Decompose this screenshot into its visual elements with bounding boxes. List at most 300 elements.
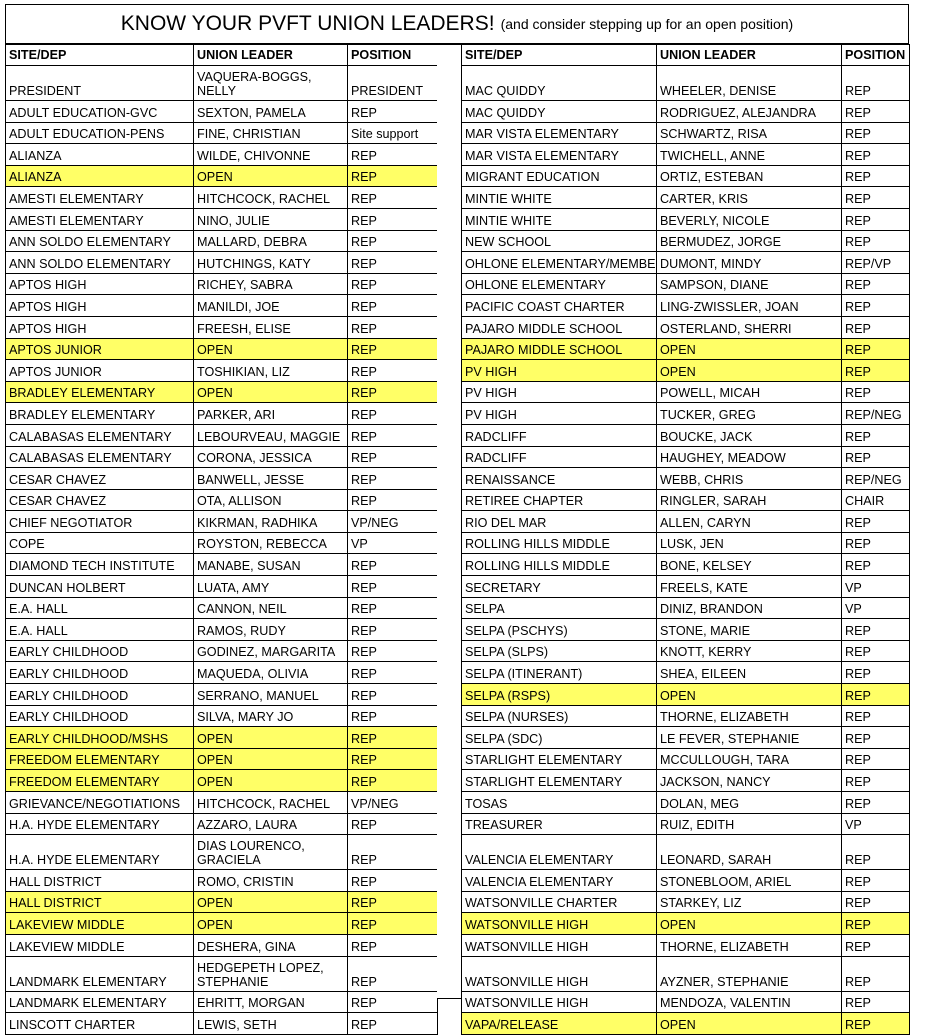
position-cell: REP — [842, 870, 910, 892]
leader-cell: JACKSON, NANCY — [657, 770, 842, 792]
table-row — [462, 144, 910, 166]
position-cell: REP — [842, 122, 910, 144]
site-cell: APTOS HIGH — [6, 316, 194, 338]
site-cell: OHLONE ELEMENTARY/MEMBE — [462, 252, 657, 274]
leader-cell: ORTIZ, ESTEBAN — [657, 165, 842, 187]
site-cell: EARLY CHILDHOOD — [6, 705, 194, 727]
position-cell: REP — [842, 705, 910, 727]
table-row — [462, 360, 910, 382]
position-cell: REP — [842, 424, 910, 446]
site-cell: ANN SOLDO ELEMENTARY — [6, 252, 194, 274]
table-row — [6, 511, 438, 533]
table-row — [6, 991, 438, 1013]
table-row — [6, 403, 438, 425]
table-row — [462, 230, 910, 252]
position-cell: REP — [348, 913, 438, 935]
site-cell: SELPA (SLPS) — [462, 640, 657, 662]
leader-cell: VAQUERA-BOGGS, NELLY — [194, 66, 348, 101]
position-cell: REP — [842, 792, 910, 814]
leader-cell: OTA, ALLISON — [194, 489, 348, 511]
site-cell: STARLIGHT ELEMENTARY — [462, 748, 657, 770]
table-row — [462, 991, 910, 1013]
leader-cell: POWELL, MICAH — [657, 381, 842, 403]
site-cell: VALENCIA ELEMENTARY — [462, 870, 657, 892]
table-row — [6, 381, 438, 403]
leader-cell: OPEN — [657, 338, 842, 360]
leader-cell: SERRANO, MANUEL — [194, 684, 348, 706]
site-cell: APTOS JUNIOR — [6, 360, 194, 382]
table-row — [6, 813, 438, 835]
position-cell: REP — [842, 511, 910, 533]
position-cell: VP/NEG — [348, 792, 438, 814]
leader-cell: STONE, MARIE — [657, 619, 842, 641]
leader-cell: KNOTT, KERRY — [657, 640, 842, 662]
table-row — [6, 165, 438, 187]
site-cell: VAPA/RELEASE — [462, 1013, 657, 1035]
table-row — [462, 489, 910, 511]
table-row — [6, 576, 438, 598]
position-cell: REP — [842, 165, 910, 187]
site-cell: H.A. HYDE ELEMENTARY — [6, 835, 194, 870]
site-cell: PAJARO MIDDLE SCHOOL — [462, 338, 657, 360]
site-cell: PRESIDENT — [6, 66, 194, 101]
position-cell: REP — [348, 338, 438, 360]
table-row — [462, 554, 910, 576]
table-row — [462, 252, 910, 274]
position-cell: REP — [348, 273, 438, 295]
table-row — [462, 511, 910, 533]
position-cell: REP — [348, 554, 438, 576]
site-cell: PAJARO MIDDLE SCHOOL — [462, 316, 657, 338]
leader-cell: BOUCKE, JACK — [657, 424, 842, 446]
table-row — [6, 532, 438, 554]
site-cell: PV HIGH — [462, 381, 657, 403]
table-row — [462, 576, 910, 598]
leader-cell: THORNE, ELIZABETH — [657, 705, 842, 727]
table-row — [6, 273, 438, 295]
header-leader: UNION LEADER — [194, 45, 348, 66]
leader-cell: OPEN — [194, 891, 348, 913]
leader-cell: DOLAN, MEG — [657, 792, 842, 814]
table-row — [6, 360, 438, 382]
position-cell: REP — [348, 295, 438, 317]
position-cell: REP — [348, 956, 438, 991]
table-row — [6, 446, 438, 468]
position-cell: REP — [842, 295, 910, 317]
site-cell: EARLY CHILDHOOD — [6, 640, 194, 662]
position-cell: CHAIR — [842, 489, 910, 511]
leader-cell: RINGLER, SARAH — [657, 489, 842, 511]
position-cell: REP — [348, 684, 438, 706]
header-position: POSITION — [842, 45, 910, 66]
table-row — [6, 748, 438, 770]
position-cell: REP — [842, 727, 910, 749]
table-row — [462, 748, 910, 770]
position-cell: REP — [348, 640, 438, 662]
site-cell: CHIEF NEGOTIATOR — [6, 511, 194, 533]
site-cell: CESAR CHAVEZ — [6, 489, 194, 511]
leader-cell: OPEN — [194, 338, 348, 360]
position-cell: REP — [842, 748, 910, 770]
table-row — [6, 295, 438, 317]
table-row — [462, 338, 910, 360]
header-leader: UNION LEADER — [657, 45, 842, 66]
leader-cell: ALLEN, CARYN — [657, 511, 842, 533]
leader-cell: HEDGEPETH LOPEZ, STEPHANIE — [194, 956, 348, 991]
table-row — [6, 101, 438, 123]
position-cell: REP — [348, 446, 438, 468]
site-cell: AMESTI ELEMENTARY — [6, 208, 194, 230]
position-cell: REP — [348, 144, 438, 166]
left-roster-table — [5, 44, 438, 1035]
site-cell: MAC QUIDDY — [462, 66, 657, 101]
table-row — [6, 640, 438, 662]
site-cell: WATSONVILLE HIGH — [462, 956, 657, 991]
table-row — [462, 446, 910, 468]
position-cell: REP — [348, 576, 438, 598]
site-cell: E.A. HALL — [6, 619, 194, 641]
position-cell: REP — [348, 360, 438, 382]
site-cell: LAKEVIEW MIDDLE — [6, 934, 194, 956]
site-cell: TOSAS — [462, 792, 657, 814]
position-cell: REP — [842, 934, 910, 956]
leader-cell: DINIZ, BRANDON — [657, 597, 842, 619]
position-cell: REP — [842, 208, 910, 230]
header-site: SITE/DEP — [462, 45, 657, 66]
table-row — [462, 913, 910, 935]
site-cell: DUNCAN HOLBERT — [6, 576, 194, 598]
site-cell: ADULT EDUCATION-PENS — [6, 122, 194, 144]
table-row — [462, 956, 910, 991]
leader-cell: DIAS LOURENCO, GRACIELA — [194, 835, 348, 870]
table-row — [462, 1013, 910, 1035]
site-cell: MAC QUIDDY — [462, 101, 657, 123]
table-row — [6, 144, 438, 166]
table-row — [462, 165, 910, 187]
site-cell: ALIANZA — [6, 165, 194, 187]
table-row — [6, 597, 438, 619]
site-cell: SELPA (SDC) — [462, 727, 657, 749]
site-cell: PV HIGH — [462, 360, 657, 382]
leader-cell: OPEN — [657, 360, 842, 382]
table-row — [462, 727, 910, 749]
site-cell: ADULT EDUCATION-GVC — [6, 101, 194, 123]
title-main: KNOW YOUR PVFT UNION LEADERS! — [120, 12, 495, 35]
site-cell: APTOS HIGH — [6, 273, 194, 295]
site-cell: AMESTI ELEMENTARY — [6, 187, 194, 209]
position-cell: REP/VP — [842, 252, 910, 274]
site-cell: SELPA (PSCHYS) — [462, 619, 657, 641]
table-row — [462, 273, 910, 295]
site-cell: MINTIE WHITE — [462, 208, 657, 230]
table-row — [6, 662, 438, 684]
leader-cell: AYZNER, STEPHANIE — [657, 956, 842, 991]
leader-cell: MENDOZA, VALENTIN — [657, 991, 842, 1013]
site-cell: SECRETARY — [462, 576, 657, 598]
position-cell: REP — [348, 770, 438, 792]
leader-cell: FINE, CHRISTIAN — [194, 122, 348, 144]
site-cell: WATSONVILLE HIGH — [462, 934, 657, 956]
site-cell: ALIANZA — [6, 144, 194, 166]
position-cell: REP — [842, 532, 910, 554]
position-cell: REP — [842, 770, 910, 792]
position-cell: REP — [842, 338, 910, 360]
leader-cell: SCHWARTZ, RISA — [657, 122, 842, 144]
header-site: SITE/DEP — [6, 45, 194, 66]
table-row — [462, 640, 910, 662]
position-cell: REP — [842, 360, 910, 382]
table-row — [462, 792, 910, 814]
position-cell: REP — [348, 165, 438, 187]
leader-cell: AZZARO, LAURA — [194, 813, 348, 835]
table-row — [6, 891, 438, 913]
leader-cell: BERMUDEZ, JORGE — [657, 230, 842, 252]
position-cell: REP — [348, 252, 438, 274]
leader-cell: SAMPSON, DIANE — [657, 273, 842, 295]
leader-cell: TWICHELL, ANNE — [657, 144, 842, 166]
position-cell: REP — [348, 424, 438, 446]
leader-cell: FREELS, KATE — [657, 576, 842, 598]
table-row — [462, 468, 910, 490]
site-cell: E.A. HALL — [6, 597, 194, 619]
table-row — [462, 835, 910, 870]
position-cell: REP — [842, 1013, 910, 1035]
leader-cell: LEONARD, SARAH — [657, 835, 842, 870]
header-row — [6, 45, 438, 66]
site-cell: BRADLEY ELEMENTARY — [6, 403, 194, 425]
position-cell: REP/NEG — [842, 468, 910, 490]
table-row — [6, 770, 438, 792]
leader-cell: NINO, JULIE — [194, 208, 348, 230]
leader-cell: KIKRMAN, RADHIKA — [194, 511, 348, 533]
position-cell: REP — [842, 662, 910, 684]
sheet-title — [5, 4, 909, 44]
leader-cell: DESHERA, GINA — [194, 934, 348, 956]
site-cell: APTOS HIGH — [6, 295, 194, 317]
position-cell: REP — [842, 316, 910, 338]
position-cell: REP — [842, 640, 910, 662]
header-row — [462, 45, 910, 66]
table-row — [6, 835, 438, 870]
position-cell: REP — [348, 991, 438, 1013]
table-row — [6, 122, 438, 144]
site-cell: NEW SCHOOL — [462, 230, 657, 252]
table-row — [6, 208, 438, 230]
leader-cell: SILVA, MARY JO — [194, 705, 348, 727]
position-cell: REP — [842, 891, 910, 913]
position-cell: REP — [842, 144, 910, 166]
site-cell: BRADLEY ELEMENTARY — [6, 381, 194, 403]
table-row — [6, 338, 438, 360]
table-row — [462, 424, 910, 446]
site-cell: TREASURER — [462, 813, 657, 835]
table-row — [462, 532, 910, 554]
site-cell: MINTIE WHITE — [462, 187, 657, 209]
leader-cell: BONE, KELSEY — [657, 554, 842, 576]
position-cell: REP — [842, 273, 910, 295]
position-cell: REP — [348, 870, 438, 892]
leader-cell: LING-ZWISSLER, JOAN — [657, 295, 842, 317]
leader-cell: HUTCHINGS, KATY — [194, 252, 348, 274]
position-cell: REP — [842, 66, 910, 101]
position-cell: REP — [348, 468, 438, 490]
leader-cell: PARKER, ARI — [194, 403, 348, 425]
leader-cell: RAMOS, RUDY — [194, 619, 348, 641]
table-row — [462, 403, 910, 425]
leader-cell: MAQUEDA, OLIVIA — [194, 662, 348, 684]
site-cell: WATSONVILLE CHARTER — [462, 891, 657, 913]
table-row — [6, 230, 438, 252]
table-row — [6, 792, 438, 814]
leader-cell: LEWIS, SETH — [194, 1013, 348, 1035]
leader-cell: STONEBLOOM, ARIEL — [657, 870, 842, 892]
site-cell: SELPA — [462, 597, 657, 619]
table-row — [462, 66, 910, 101]
leader-cell: OPEN — [657, 1013, 842, 1035]
position-cell: REP — [348, 381, 438, 403]
leader-cell: SEXTON, PAMELA — [194, 101, 348, 123]
table-row — [6, 554, 438, 576]
table-row — [6, 956, 438, 991]
table-row — [462, 187, 910, 209]
site-cell: COPE — [6, 532, 194, 554]
position-cell: VP — [842, 597, 910, 619]
site-cell: ANN SOLDO ELEMENTARY — [6, 230, 194, 252]
position-cell: REP — [348, 891, 438, 913]
site-cell: HALL DISTRICT — [6, 870, 194, 892]
site-cell: EARLY CHILDHOOD — [6, 662, 194, 684]
site-cell: MAR VISTA ELEMENTARY — [462, 144, 657, 166]
right-roster-table — [461, 44, 910, 1035]
position-cell: REP — [842, 619, 910, 641]
table-row — [6, 316, 438, 338]
leader-cell: SHEA, EILEEN — [657, 662, 842, 684]
leader-cell: OPEN — [194, 165, 348, 187]
leader-cell: OPEN — [194, 770, 348, 792]
site-cell: CESAR CHAVEZ — [6, 468, 194, 490]
table-row — [6, 619, 438, 641]
position-cell: REP — [348, 403, 438, 425]
site-cell: FREEDOM ELEMENTARY — [6, 748, 194, 770]
leader-cell: MALLARD, DEBRA — [194, 230, 348, 252]
leader-cell: MCCULLOUGH, TARA — [657, 748, 842, 770]
leader-cell: CORONA, JESSICA — [194, 446, 348, 468]
table-row — [6, 684, 438, 706]
table-row — [462, 208, 910, 230]
header-position: POSITION — [348, 45, 438, 66]
table-row — [462, 316, 910, 338]
union-leaders-sheet — [5, 4, 909, 1032]
site-cell: VALENCIA ELEMENTARY — [462, 835, 657, 870]
leader-cell: RUIZ, EDITH — [657, 813, 842, 835]
leader-cell: STARKEY, LIZ — [657, 891, 842, 913]
site-cell: MIGRANT EDUCATION — [462, 165, 657, 187]
site-cell: LANDMARK ELEMENTARY — [6, 991, 194, 1013]
position-cell: REP — [842, 835, 910, 870]
position-cell: REP — [348, 934, 438, 956]
site-cell: DIAMOND TECH INSTITUTE — [6, 554, 194, 576]
position-cell: REP — [348, 1013, 438, 1035]
site-cell: RADCLIFF — [462, 424, 657, 446]
position-cell: VP — [842, 813, 910, 835]
table-row — [6, 870, 438, 892]
position-cell: REP — [348, 662, 438, 684]
table-row — [6, 468, 438, 490]
leader-cell: WILDE, CHIVONNE — [194, 144, 348, 166]
site-cell: ROLLING HILLS MIDDLE — [462, 554, 657, 576]
position-cell: REP — [348, 727, 438, 749]
site-cell: HALL DISTRICT — [6, 891, 194, 913]
table-row — [462, 122, 910, 144]
leader-cell: ROMO, CRISTIN — [194, 870, 348, 892]
table-row — [462, 891, 910, 913]
position-cell: Site support — [348, 122, 438, 144]
table-row — [462, 101, 910, 123]
site-cell: CALABASAS ELEMENTARY — [6, 424, 194, 446]
site-cell: RADCLIFF — [462, 446, 657, 468]
site-cell: EARLY CHILDHOOD — [6, 684, 194, 706]
leader-cell: LE FEVER, STEPHANIE — [657, 727, 842, 749]
site-cell: GRIEVANCE/NEGOTIATIONS — [6, 792, 194, 814]
table-row — [6, 934, 438, 956]
table-row — [462, 662, 910, 684]
site-cell: STARLIGHT ELEMENTARY — [462, 770, 657, 792]
leader-cell: WEBB, CHRIS — [657, 468, 842, 490]
site-cell: PV HIGH — [462, 403, 657, 425]
site-cell: LANDMARK ELEMENTARY — [6, 956, 194, 991]
leader-cell: HITCHCOCK, RACHEL — [194, 187, 348, 209]
leader-cell: OPEN — [194, 381, 348, 403]
table-row — [462, 597, 910, 619]
leader-cell: LEBOURVEAU, MAGGIE — [194, 424, 348, 446]
table-row — [462, 295, 910, 317]
site-cell: OHLONE ELEMENTARY — [462, 273, 657, 295]
position-cell: REP — [348, 813, 438, 835]
position-cell: VP — [348, 532, 438, 554]
leader-cell: WHEELER, DENISE — [657, 66, 842, 101]
position-cell: REP — [348, 208, 438, 230]
title-subtitle: (and consider stepping up for an open position) — [500, 16, 794, 32]
leader-cell: FREESH, ELISE — [194, 316, 348, 338]
position-cell: REP — [842, 956, 910, 991]
site-cell: RIO DEL MAR — [462, 511, 657, 533]
position-cell: REP — [842, 230, 910, 252]
table-row — [6, 913, 438, 935]
position-cell: REP — [842, 101, 910, 123]
table-row — [462, 684, 910, 706]
position-cell: REP — [348, 316, 438, 338]
leader-cell: EHRITT, MORGAN — [194, 991, 348, 1013]
site-cell: ROLLING HILLS MIDDLE — [462, 532, 657, 554]
table-row — [462, 813, 910, 835]
leader-cell: MANILDI, JOE — [194, 295, 348, 317]
position-cell: REP — [348, 489, 438, 511]
table-row — [6, 727, 438, 749]
table-row — [6, 66, 438, 101]
leader-cell: OPEN — [194, 748, 348, 770]
table-row — [6, 1013, 438, 1035]
table-gap — [437, 44, 461, 999]
site-cell: SELPA (RSPS) — [462, 684, 657, 706]
site-cell: WATSONVILLE HIGH — [462, 991, 657, 1013]
site-cell: WATSONVILLE HIGH — [462, 913, 657, 935]
site-cell: APTOS JUNIOR — [6, 338, 194, 360]
table-row — [462, 705, 910, 727]
table-row — [462, 381, 910, 403]
site-cell: PACIFIC COAST CHARTER — [462, 295, 657, 317]
leader-cell: CANNON, NEIL — [194, 597, 348, 619]
site-cell: SELPA (NURSES) — [462, 705, 657, 727]
